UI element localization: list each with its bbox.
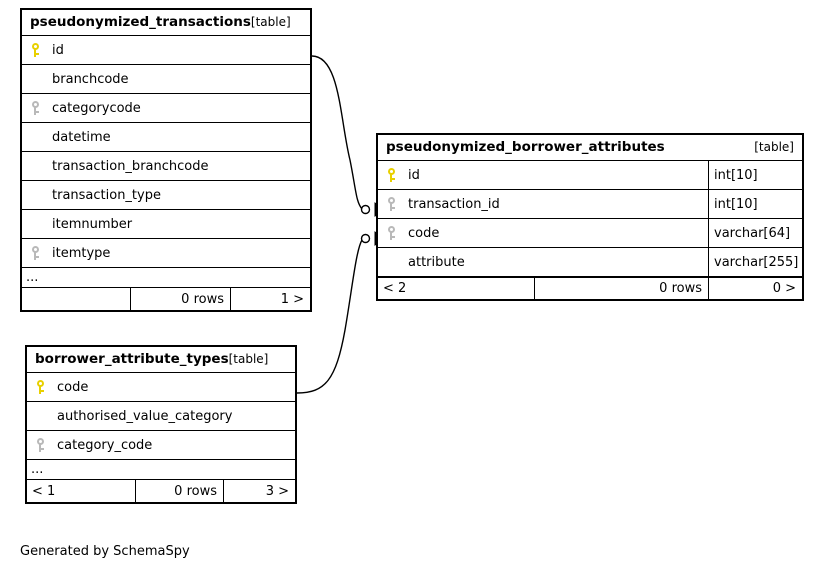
table-pseudonymized-transactions[interactable] (20, 8, 312, 312)
foreign-key-icon (22, 101, 48, 115)
column-type: int[10] (708, 190, 802, 218)
table-row[interactable] (22, 239, 310, 268)
table-row[interactable] (27, 402, 295, 431)
table-footer (27, 480, 295, 502)
table-row[interactable] (22, 36, 310, 65)
foreign-key-icon (378, 226, 404, 240)
column-name: id (52, 42, 64, 58)
column-name: itemnumber (52, 216, 133, 232)
table-header (27, 347, 295, 373)
table-row[interactable] (22, 152, 310, 181)
more-columns-indicator: ... (27, 460, 295, 480)
table-title: pseudonymized_borrower_attributes (386, 139, 665, 155)
primary-key-icon (22, 43, 48, 57)
table-row[interactable] (22, 210, 310, 239)
column-name: code (408, 225, 440, 241)
column-name: categorycode (52, 100, 141, 116)
column-name: itemtype (52, 245, 111, 261)
table-row[interactable] (378, 248, 802, 277)
primary-key-icon (27, 380, 53, 394)
table-borrower-attribute-types[interactable] (25, 345, 297, 504)
footer-row-count: 0 rows (130, 288, 230, 310)
column-type: int[10] (708, 161, 802, 189)
column-name: attribute (408, 254, 465, 270)
table-row[interactable] (22, 181, 310, 210)
table-row[interactable] (378, 219, 802, 248)
column-name: category_code (57, 437, 153, 453)
column-name: id (408, 167, 420, 183)
table-row[interactable] (378, 190, 802, 219)
more-columns-indicator: ... (22, 268, 310, 288)
edge-transactions-to-borrower-attributes (312, 56, 362, 209)
table-type-tag: [table] (250, 15, 291, 29)
table-title: pseudonymized_transactions (30, 14, 251, 30)
column-name: transaction_branchcode (52, 158, 209, 174)
table-header (378, 135, 802, 161)
generated-by-credit: Generated by SchemaSpy (20, 544, 190, 559)
footer-prev-count[interactable]: < 1 (32, 483, 56, 499)
foreign-key-icon (27, 438, 53, 452)
table-footer (378, 277, 802, 299)
table-pseudonymized-borrower-attributes[interactable] (376, 133, 804, 301)
footer-row-count: 0 rows (135, 480, 223, 502)
table-type-tag: [table] (754, 140, 794, 154)
column-name: datetime (52, 129, 111, 145)
foreign-key-icon (378, 197, 404, 211)
footer-next-count[interactable]: 3 > (223, 480, 295, 502)
table-title: borrower_attribute_types (35, 351, 229, 367)
column-type: varchar[64] (708, 219, 802, 247)
table-row[interactable] (27, 431, 295, 460)
column-name: branchcode (52, 71, 129, 87)
table-row[interactable] (22, 94, 310, 123)
footer-prev-count[interactable]: < 2 (383, 281, 407, 296)
column-name: authorised_value_category (57, 408, 233, 424)
table-row[interactable] (22, 123, 310, 152)
foreign-key-icon (22, 246, 48, 260)
table-footer (22, 288, 310, 310)
column-name: transaction_type (52, 187, 161, 203)
table-header (22, 10, 310, 36)
footer-row-count: 0 rows (534, 278, 708, 299)
edge-endpoint-circle-2 (362, 235, 370, 243)
table-row[interactable] (27, 373, 295, 402)
column-name: code (57, 379, 89, 395)
primary-key-icon (378, 168, 404, 182)
column-type: varchar[255] (708, 248, 802, 276)
footer-next-count[interactable]: 0 > (708, 278, 802, 299)
edge-endpoint-circle-1 (362, 206, 370, 214)
footer-prev-count[interactable] (22, 288, 130, 310)
table-type-tag: [table] (228, 352, 269, 366)
footer-next-count[interactable]: 1 > (230, 288, 310, 310)
column-name: transaction_id (408, 196, 500, 212)
table-row[interactable] (378, 161, 802, 190)
table-row[interactable] (22, 65, 310, 94)
